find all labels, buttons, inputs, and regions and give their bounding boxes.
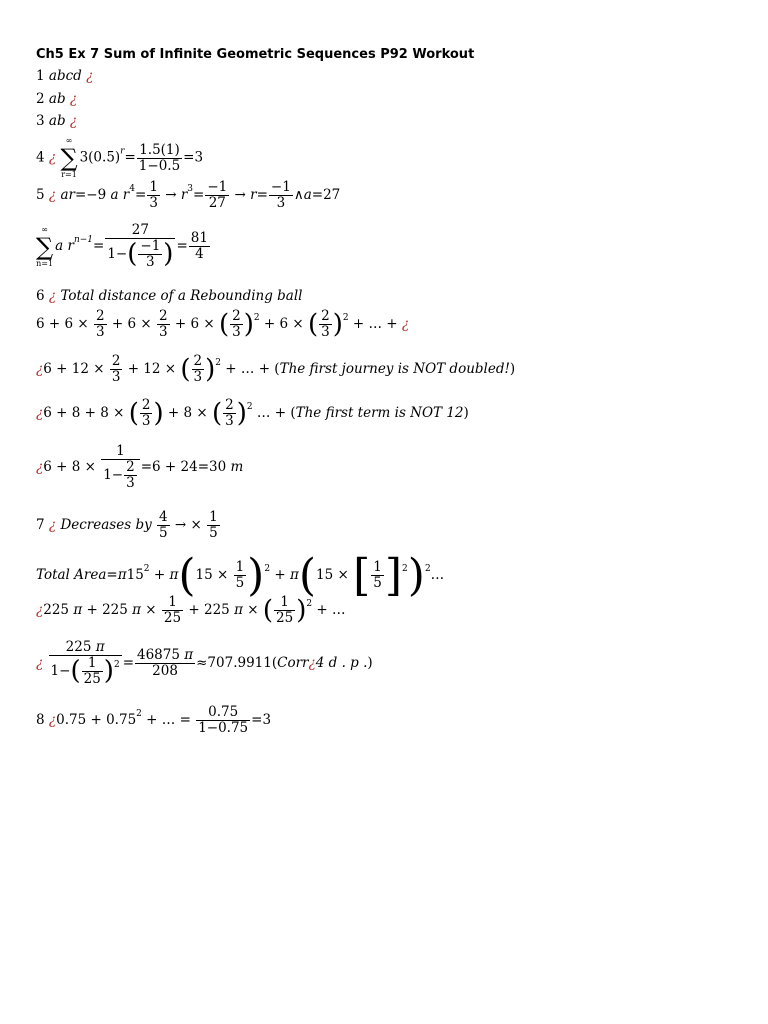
fraction: $\frac{1}{3}$ [149,179,158,211]
question-number: 6 [36,288,45,304]
label-text: Total Area [36,567,107,583]
answer-line-3 [36,113,77,129]
question-text: Total distance of a Rebounding ball [60,288,303,304]
answer-line-6c: ¿6 + 8 + 8 × ( $\frac{2}{3}$ ) + 8 × ( $\frac{2}{3}$ )$^2$ … + (The first term is NOT 12) [36,397,469,429]
missing-glyph: ¿ [48,288,57,304]
question-number: 4 [36,149,45,166]
note-text: 4 d . p . [315,655,368,671]
answer-line-6d: ¿6 + 8 × 1 1− $\frac{2}{3}$ =6 + 24=30 m [36,443,244,491]
missing-glyph: ¿ [36,655,44,671]
answer-text: ab [48,113,66,129]
missing-glyph: ¿ [69,91,78,107]
missing-glyph: ¿ [48,187,57,203]
missing-glyph: ¿ [308,655,316,671]
answer-line-7a: Total $Area=\pi 15^2 + \pi(15$ × $\frac{1}{5}$ )$^2$ + π(15 × [ $\frac{1}{5}$ ]$^2$)$^2$… [36,550,445,601]
result-text: ≈707.9911 [196,655,272,671]
missing-glyph: ¿ [36,602,44,618]
question-number: 7 [36,517,45,533]
missing-glyph: ¿ [48,149,57,166]
answer-line-6 [36,288,302,304]
fraction: $\frac{1.5(1)}{1-0.5}$ [138,141,181,174]
question-number: 2 [36,91,45,107]
note-text: The first term is NOT 12 [295,405,464,421]
answer-line-2 [36,91,77,107]
answer-line-7: 7 ¿ Decreases by $\frac{4}{5}$ → × $\frac{1}{5}$ [36,509,218,541]
summation-symbol: ∞ ∑ n=1 [36,224,54,268]
fraction: 27 1−( $\frac{-1}{3}$ ) [107,222,174,270]
question-number: 8 [36,712,45,728]
answer-line-7c: ¿ 225 π 1−( $\frac{1}{25}$ )$^2$ = $\frac{46875 \pi}{208}$ ≈707.9911(Corr¿4 d . p .) [36,639,373,687]
page-title: Ch5 Ex 7 Sum of Infinite Geometric Sequences P92 Workout [36,47,475,62]
question-number: 5 [36,187,45,203]
summation-symbol: ∞ ∑ r=1 [60,136,78,179]
missing-glyph: ¿ [36,361,44,377]
missing-glyph: ¿ [48,517,57,533]
question-number: 1 [36,68,45,84]
question-number: 3 [36,113,45,129]
answer-line-6b: ¿6 + 12 × $\frac{2}{3}$ + 12 × ( $\frac{2}{3}$ )$^2$ + … + (The first journey is NOT doubled!) [36,353,516,385]
missing-glyph: ¿ [69,113,78,129]
answer-line-8: 8 ¿$0.75 + 0.75^2$ + … = $\frac{0.75}{1-0.75}$ =3 [36,704,272,736]
answer-line-5b: ∞ ∑ n=1 a $r^{n-1}=$ 27 1−( $\frac{-1}{3}$ ) = $\frac{81}{4}$ [36,222,208,270]
note-text: Corr [277,655,309,671]
fraction: $\frac{-1}{27}$ [207,179,228,211]
missing-glyph: ¿ [401,316,410,332]
answer-line-7b: ¿225 π + 225 π × $\frac{1}{25}$ + 225 π × ( $\frac{1}{25}$ )$^2$ + … [36,594,346,626]
result-text: =6 + 24=30 [140,459,227,475]
note-text: The first journey is NOT doubled! [279,361,510,377]
answer-text: abcd [48,68,82,84]
missing-glyph: ¿ [86,68,94,84]
missing-glyph: ¿ [36,459,44,475]
answer-line-1 [36,68,93,84]
answer-text: ab [48,91,66,107]
answer-line-5: 5 ¿ ar=−9 a $r^4=$ $\frac{1}{3}$ → $r^3=$ $\frac{-1}{27}$ → r= $\frac{-1}{3}$ ∧a=27 [36,179,341,211]
fraction: $\frac{81}{4}$ [190,230,208,262]
answer-line-6a: 6 + 6 × $\frac{2}{3}$ + 6 × $\frac{2}{3}$ + 6 × ( $\frac{2}{3}$ )$^2$ + 6 × ( $\frac{2}{3}$ )$^2$ + … + ¿ [36,308,410,340]
unit-text: m [230,459,244,475]
fraction: $\frac{-1}{3}$ [270,179,291,211]
question-text: Decreases by [60,517,152,533]
answer-line-4: 4 ¿ ∞ ∑ r=1 $3(0.5)^r=$ $\frac{1.5(1)}{1-0.5}$ =3 [36,136,204,179]
missing-glyph: ¿ [48,712,57,728]
missing-glyph: ¿ [36,405,44,421]
